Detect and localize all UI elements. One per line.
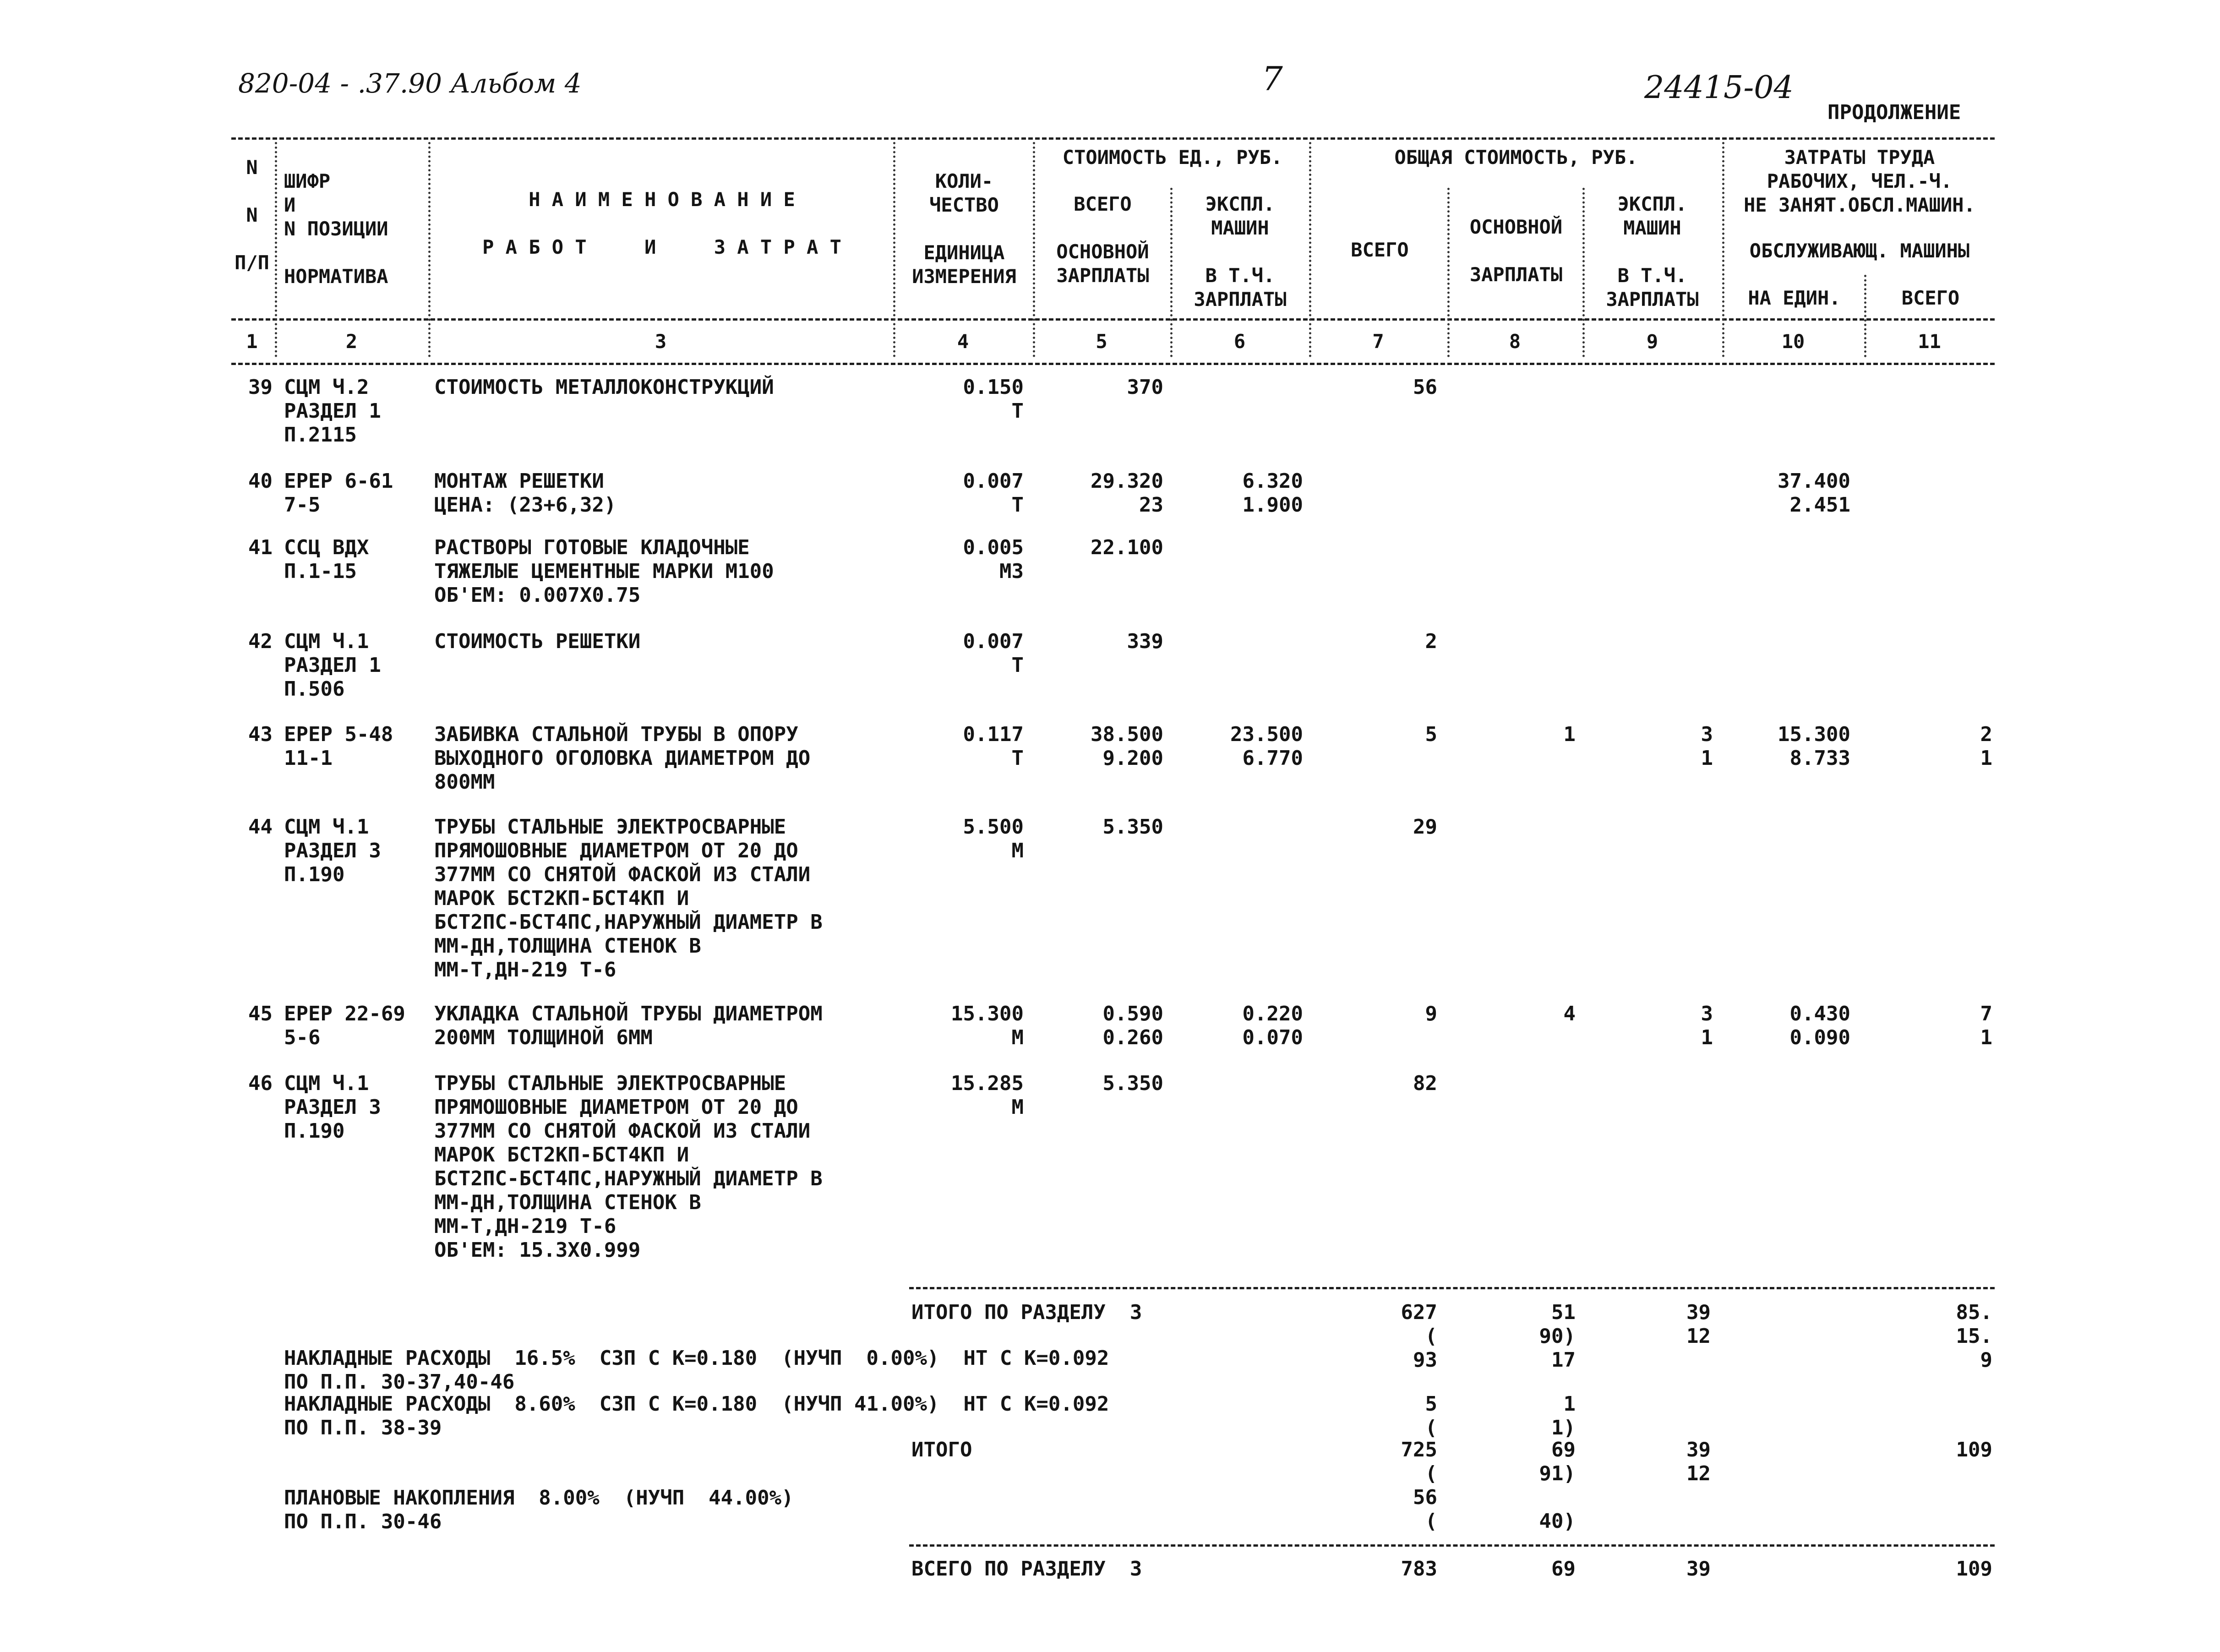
header-labor-total: ВСЕГО	[1901, 287, 1960, 309]
col-number: 10	[1781, 330, 1805, 353]
row-code: ССЦ ВДХ П.1-15	[284, 536, 369, 583]
section-total-label: ИТОГО ПО РАЗДЕЛУ 3	[911, 1301, 1142, 1324]
header-labor-unit: НА ЕДИН.	[1748, 287, 1841, 309]
row-name: ТРУБЫ СТАЛЬНЫЕ ЭЛЕКТРОСВАРНЫЕ ПРЯМОШОВНЫЕ ДИАМЕТРОМ ОТ 20 ДО 377ММ СО СНЯТОЙ ФАСКОЙ ИЗ СТАЛИ МАРОК БСТ2КП-БСТ4КП И БСТ2ПС-БСТ4ПС,НАРУЖНЫЙ ДИАМЕТР В ММ-ДН,ТОЛЩИНА СТЕНОК В ММ-Т,ДН-219 Т-6	[434, 815, 823, 981]
col-number: 5	[1096, 330, 1107, 353]
row-unit-total: 0.590 0.260	[1102, 1002, 1163, 1049]
header-total-all: ВСЕГО	[1351, 239, 1409, 261]
row-name: МОНТАЖ РЕШЕТКИ ЦЕНА: (23+6,32)	[434, 469, 616, 517]
header-col-code: ШИФР И N ПОЗИЦИИ НОРМАТИВА	[284, 170, 388, 288]
itogo-total: 725 ( 56 (	[1401, 1438, 1437, 1533]
row-code: СЦМ Ч.2 РАЗДЕЛ 1 П.2115	[284, 376, 381, 447]
col-separator	[275, 142, 277, 357]
header-unit-total: ВСЕГО ОСНОВНОЙ ЗАРПЛАТЫ	[1056, 193, 1149, 287]
row-mach: 3 1	[1701, 1002, 1713, 1049]
overhead2-basic: 1 1)	[1551, 1392, 1576, 1439]
row-qty: 15.300 М	[951, 1002, 1024, 1049]
row-name: УКЛАДКА СТАЛЬНОЙ ТРУБЫ ДИАМЕТРОМ 200ММ ТОЛЩИНОЙ 6ММ	[434, 1002, 823, 1049]
itogo-label: ИТОГО	[911, 1438, 972, 1461]
header-top-rule	[231, 137, 1995, 140]
row-code: ЕРЕР 22-69 5-6	[284, 1002, 405, 1049]
col-number: 4	[957, 330, 969, 353]
row-total: 29	[1413, 815, 1437, 839]
header-labor-group: ЗАТРАТЫ ТРУДА РАБОЧИХ, ЧЕЛ.-Ч. НЕ ЗАНЯТ.ОБСЛ.МАШИН.	[1744, 146, 1975, 216]
header-total-machines: ЭКСПЛ. МАШИН В Т.Ч. ЗАРПЛАТЫ	[1606, 193, 1699, 311]
row-code: СЦМ Ч.1 РАЗДЕЛ 1 П.506	[284, 630, 381, 701]
row-name: СТОИМОСТЬ РЕШЕТКИ	[434, 630, 641, 653]
row-unit-total: 339	[1127, 630, 1163, 653]
row-unit-total: 5.350	[1102, 1072, 1163, 1095]
row-number: 46	[248, 1072, 273, 1095]
col-separator	[1309, 142, 1311, 357]
header-col-name: Н А И М Е Н О В А Н И Е Р А Б О Т И З А Т Р А Т	[482, 188, 841, 258]
row-unit-total: 22.100	[1091, 536, 1163, 559]
sheet-code: 24415-04	[1644, 70, 1794, 106]
row-code: СЦМ Ч.1 РАЗДЕЛ 3 П.190	[284, 1072, 381, 1143]
header-total-basic: ОСНОВНОЙ ЗАРПЛАТЫ	[1469, 216, 1563, 286]
row-labor-unit: 37.400 2.451	[1778, 469, 1850, 517]
row-code: СЦМ Ч.1 РАЗДЕЛ 3 П.190	[284, 815, 381, 886]
col-number: 6	[1233, 330, 1246, 353]
row-qty: 0.117 Т	[963, 723, 1024, 770]
row-unit-total: 38.500 9.200	[1091, 723, 1163, 770]
col-number: 7	[1372, 330, 1384, 353]
summary-top-rule	[909, 1287, 1995, 1289]
row-total: 2	[1425, 630, 1437, 653]
continuation-label: ПРОДОЛЖЕНИЕ	[1827, 101, 1961, 124]
col-number: 9	[1646, 330, 1658, 353]
section-total-basic: 51 90) 17	[1539, 1301, 1576, 1372]
row-number: 44	[248, 815, 273, 839]
grand-total-label: ВСЕГО ПО РАЗДЕЛУ 3	[911, 1557, 1142, 1581]
row-mach: 3 1	[1701, 723, 1713, 770]
row-total: 56	[1413, 376, 1437, 399]
row-total: 82	[1413, 1072, 1437, 1095]
col-separator	[428, 142, 431, 357]
grand-total-basic: 69	[1551, 1557, 1576, 1581]
row-qty: 15.285 М	[951, 1072, 1024, 1119]
row-labor-unit: 0.430 0.090	[1789, 1002, 1850, 1049]
grand-total-labor: 109	[1956, 1557, 1992, 1581]
row-code: ЕРЕР 5-48 11-1	[284, 723, 393, 770]
row-labor-total: 2 1	[1980, 723, 1992, 770]
col-number: 11	[1918, 330, 1941, 353]
row-number: 39	[248, 376, 273, 399]
grand-total-mach: 39	[1686, 1557, 1711, 1581]
row-name: ТРУБЫ СТАЛЬНЫЕ ЭЛЕКТРОСВАРНЫЕ ПРЯМОШОВНЫЕ ДИАМЕТРОМ ОТ 20 ДО 377ММ СО СНЯТОЙ ФАСКОЙ ИЗ СТАЛИ МАРОК БСТ2КП-БСТ4КП И БСТ2ПС-БСТ4ПС,НАРУЖНЫЙ ДИАМЕТР В ММ-ДН,ТОЛЩИНА СТЕНОК В ММ-Т,ДН-219 Т-6 ОБ'ЕМ: 15.3X0.999	[434, 1072, 823, 1262]
column-numbers-rule	[231, 363, 1995, 365]
section-total-mach: 39 12	[1686, 1301, 1711, 1348]
itogo-labor: 109	[1956, 1438, 1992, 1461]
row-basic: 1	[1563, 723, 1576, 746]
overhead2-total: 5 (	[1425, 1392, 1437, 1439]
header-labor-sub: ОБСЛУЖИВАЮЩ. МАШИНЫ	[1749, 240, 1970, 262]
row-unit-total: 5.350	[1102, 815, 1163, 839]
col-number: 8	[1509, 330, 1521, 353]
col-number: 2	[345, 330, 358, 353]
row-name: РАСТВОРЫ ГОТОВЫЕ КЛАДОЧНЫЕ ТЯЖЕЛЫЕ ЦЕМЕНТНЫЕ МАРКИ М100 ОБ'ЕМ: 0.007X0.75	[434, 536, 774, 607]
row-code: ЕРЕР 6-61 7-5	[284, 469, 393, 517]
row-number: 40	[248, 469, 273, 493]
row-number: 45	[248, 1002, 273, 1025]
row-total: 5	[1425, 723, 1437, 746]
section-total-labor: 85. 15. 9	[1956, 1301, 1992, 1372]
row-qty: 5.500 М	[963, 815, 1024, 862]
header-col-num: N N П/П	[235, 156, 269, 274]
header-unit-cost-group: СТОИМОСТЬ ЕД., РУБ.	[1062, 146, 1283, 169]
row-unit-total: 29.320 23	[1091, 469, 1163, 517]
row-labor-total: 7 1	[1980, 1002, 1992, 1049]
row-qty: 0.150 Т	[963, 376, 1024, 423]
row-qty: 0.007 Т	[963, 469, 1024, 517]
row-labor-unit: 15.300 8.733	[1778, 723, 1850, 770]
page-number: 7	[1262, 60, 1283, 98]
col-number: 3	[655, 330, 667, 353]
row-number: 42	[248, 630, 273, 653]
grand-total-rule	[909, 1544, 1995, 1547]
header-col-qty: КОЛИ- ЧЕСТВО ЕДИНИЦА ИЗМЕРЕНИЯ	[912, 170, 1016, 288]
row-unit-mach: 23.500 6.770	[1230, 723, 1303, 770]
grand-total-all: 783	[1401, 1557, 1437, 1581]
header-total-cost-group: ОБЩАЯ СТОИМОСТЬ, РУБ.	[1394, 146, 1638, 169]
row-unit-total: 370	[1127, 376, 1163, 399]
row-unit-mach: 6.320 1.900	[1242, 469, 1303, 517]
row-qty: 0.005 М3	[963, 536, 1024, 583]
header-bottom-rule	[231, 318, 1995, 321]
row-unit-mach: 0.220 0.070	[1242, 1002, 1303, 1049]
row-name: ЗАБИВКА СТАЛЬНОЙ ТРУБЫ В ОПОРУ ВЫХОДНОГО ОГОЛОВКА ДИАМЕТРОМ ДО 800ММ	[434, 723, 811, 794]
section-total-all: 627 ( 93	[1401, 1301, 1437, 1372]
row-basic: 4	[1563, 1002, 1576, 1025]
overhead-line-1: НАКЛАДНЫЕ РАСХОДЫ 16.5% СЗП С К=0.180 (НУЧП 0.00%) НТ С К=0.092 ПО П.П. 30-37,40-46	[284, 1347, 1109, 1394]
row-number: 43	[248, 723, 273, 746]
project-code: 820-04 - .37.90 Альбом 4	[238, 68, 582, 99]
row-total: 9	[1425, 1002, 1437, 1025]
itogo-mach: 39 12	[1686, 1438, 1711, 1485]
row-number: 41	[248, 536, 273, 559]
itogo-basic: 69 91) 40)	[1539, 1438, 1576, 1533]
overhead-line-2: НАКЛАДНЫЕ РАСХОДЫ 8.60% СЗП С К=0.180 (НУЧП 41.00%) НТ С К=0.092 ПО П.П. 38-39	[284, 1392, 1109, 1439]
col-number: 1	[246, 330, 258, 353]
row-name: СТОИМОСТЬ МЕТАЛЛОКОНСТРУКЦИЙ	[434, 376, 774, 399]
plan-savings: ПЛАНОВЫЕ НАКОПЛЕНИЯ 8.00% (НУЧП 44.00%) ПО П.П. 30-46	[284, 1486, 794, 1533]
row-qty: 0.007 Т	[963, 630, 1024, 677]
header-unit-machines: ЭКСПЛ. МАШИН В Т.Ч. ЗАРПЛАТЫ	[1194, 193, 1287, 311]
